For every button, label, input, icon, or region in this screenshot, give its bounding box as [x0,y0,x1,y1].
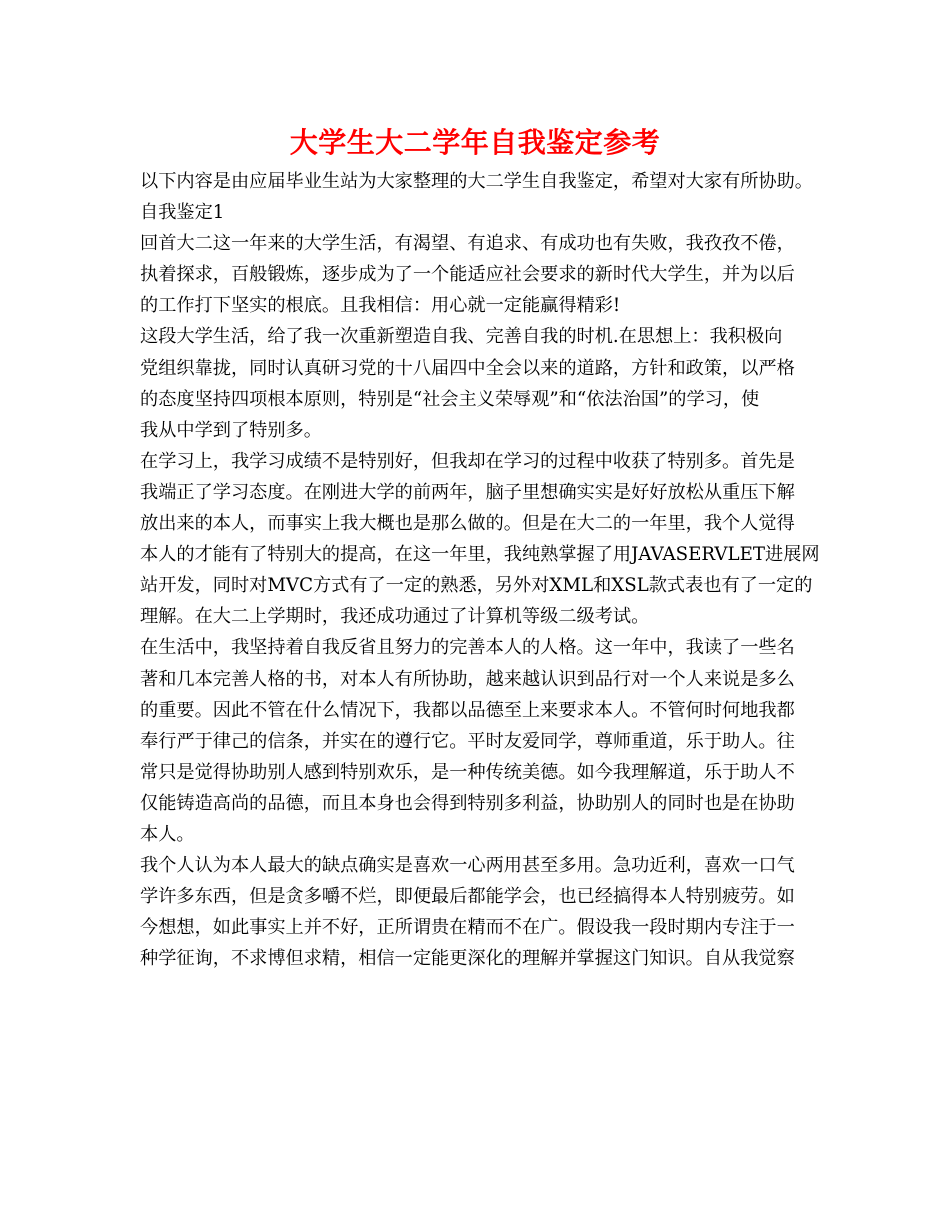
text-line: 放出来的本人，而事实上我大概也是那么做的。但是在大二的一年里，我个人觉得 [140,513,795,535]
text-line: 以下内容是由应届毕业生站为大家整理的大二学生自我鉴定，希望对大家有所协助。 [140,171,813,192]
text-line: 在学习上，我学习成绩不是特别好，但我却在学习的过程中收获了特别多。首先是 [140,450,795,472]
text-line: 本人的才能有了特别大的提高，在这一年里，我纯熟掌握了用JAVASERVLET进展网 [140,544,820,566]
text-line: 的工作打下坚实的根底。且我相信：用心就一定能赢得精彩! [140,295,621,317]
text-line: 的重要。因此不管在什么情况下，我都以品德至上来要求本人。不管何时何地我都 [140,699,795,721]
text-line: 我端正了学习态度。在刚进大学的前两年，脑子里想确实实是好好放松从重压下解 [140,481,795,503]
text-line: 我从中学到了特别多。 [140,419,322,441]
text-line: 在生活中，我坚持着自我反省且努力的完善本人的人格。这一年中，我读了一些名 [140,637,795,659]
text-line: 理解。在大二上学期时，我还成功通过了计算机等级二级考试。 [140,606,650,628]
text-line: 学许多东西，但是贪多嚼不烂，即便最后都能学会，也已经搞得本人特别疲劳。如 [140,886,795,908]
text-line: 我个人认为本人最大的缺点确实是喜欢一心两用甚至多用。急功近利，喜欢一口气 [140,855,795,877]
text-line: 奉行严于律己的信条，并实在的遵行它。平时友爱同学，尊师重道，乐于助人。往 [140,730,795,752]
text-line: 著和几本完善人格的书，对本人有所协助，越来越认识到品行对一个人来说是多么 [140,668,795,690]
text-line: 种学征询，不求博但求精，相信一定能更深化的理解并掌握这门知识。自从我觉察 [140,948,795,970]
text-line: 这段大学生活，给了我一次重新塑造自我、完善自我的时机.在思想上：我积极向 [140,326,783,348]
text-line: 党组织靠拢，同时认真研习党的十八届四中全会以来的道路，方针和政策，以严格 [140,357,795,379]
text-line: 仅能铸造高尚的品德，而且本身也会得到特别多利益，协助别人的同时也是在协助 [140,792,795,814]
section-heading: 自我鉴定1 [140,202,225,224]
document-body [140,166,830,974]
text-line: 的态度坚持四项根本原则，特别是“社会主义荣辱观”和“依法治国”的学习，使 [140,388,760,410]
document-title: 大学生大二学年自我鉴定参考 [289,126,661,159]
text-line: 今想想，如此事实上并不好，正所谓贵在精而不在广。假设我一段时期内专注于一 [140,917,795,939]
text-line: 常只是觉得协助别人感到特别欢乐，是一种传统美德。如今我理解道，乐于助人不 [140,761,795,783]
text-line: 执着探求，百般锻炼，逐步成为了一个能适应社会要求的新时代大学生，并为以后 [140,264,795,286]
text-line: 站开发，同时对MVC方式有了一定的熟悉，另外对XML和XSL款式表也有了一定的 [140,575,813,597]
text-line: 回首大二这一年来的大学生活，有渴望、有追求、有成功也有失败，我孜孜不倦， [140,233,795,255]
text-line: 本人。 [140,823,195,845]
